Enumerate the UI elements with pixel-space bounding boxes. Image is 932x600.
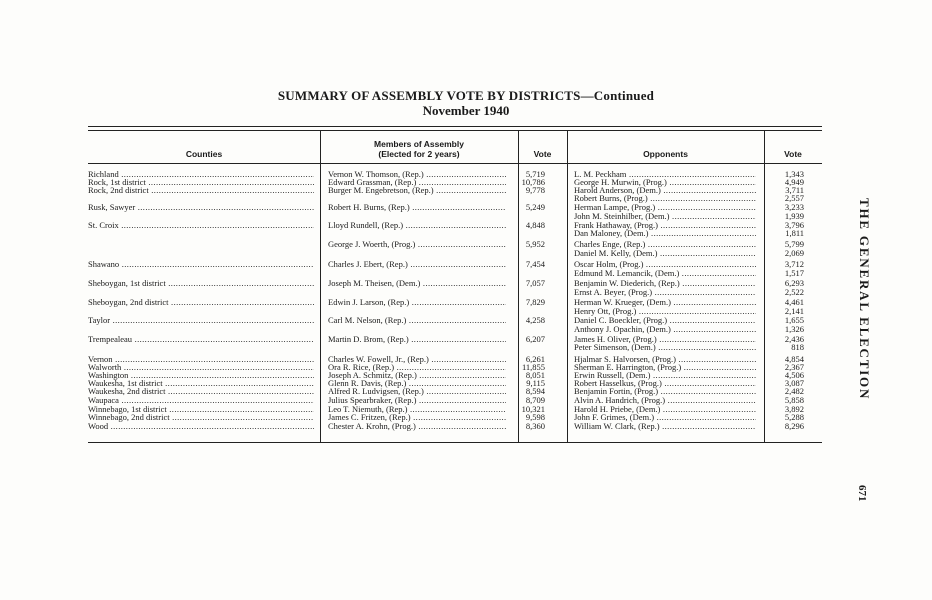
table-row [0,325,932,334]
opponent-vote-cell: 818 [791,343,804,352]
county-cell: Trempealeau ..... [88,335,314,344]
vote-cell: 7,057 [525,279,545,288]
opponent-vote-cell: 3,233 [784,203,804,212]
table-row [0,298,932,307]
county-cell: Waupaca ..... [88,396,314,405]
opponent-vote-cell: 5,858 [784,396,804,405]
vote-cell: 8,051 [525,371,545,380]
vote-cell: 8,594 [525,387,545,396]
vote-cell [508,325,545,334]
table-row [0,260,932,269]
vote-cell: 5,249 [525,203,545,212]
opponent-cell: Henry Ott, (Prog.) ..... [574,307,756,316]
opponent-vote-cell: 2,367 [784,363,804,372]
member-cell: Edward Grassman, (Rep.) ..... [328,178,506,187]
opponent-cell: Robert Hasselkus, (Prog.) ..... [574,379,756,388]
table-row [0,212,932,221]
opponent-vote-cell: 1,811 [785,229,804,238]
opponent-cell: Harold Anderson, (Dem.) ..... [574,186,756,195]
table-row [0,396,932,405]
table-row [0,203,932,212]
member-cell: Burger M. Engebretson, (Rep.) ..... [328,186,506,195]
county-cell [88,212,314,221]
opponent-cell: Daniel M. Kelly, (Dem.) ..... [574,249,756,258]
table-row [0,387,932,396]
member-cell [328,194,506,203]
member-cell: Joseph A. Schmitz, (Rep.) ..... [328,371,506,380]
table-row [0,269,932,278]
running-head: THE GENERAL ELECTION [857,198,872,401]
opponent-vote-cell: 4,461 [784,298,804,307]
header-counties: Counties [185,149,223,159]
opponent-cell: Daniel C. Boeckler, (Prog.) ..... [574,316,756,325]
vote-cell: 11,855 [521,363,545,372]
opponent-cell: Alvin A. Handrich, (Prog.) ..... [574,396,756,405]
table-row [0,288,932,297]
county-cell [88,325,314,334]
table-row [0,229,932,238]
vote-cell [508,307,545,316]
member-cell: Robert H. Burns, (Rep.) ..... [328,203,506,212]
county-cell: Waukesha, 2nd district ..... [88,387,314,396]
table-row [0,194,932,203]
opponent-cell: Erwin Russell, (Dem.) ..... [574,371,756,380]
table-row [0,307,932,316]
page-number: 671 [856,485,868,502]
opponent-vote-cell: 2,141 [784,307,804,316]
opponent-cell: John F. Grimes, (Dem.) ..... [574,413,756,422]
county-cell [88,229,314,238]
table-top-rule-inner [88,130,822,131]
county-cell: Vernon ..... [88,355,314,364]
vote-cell: 9,598 [525,413,545,422]
member-cell [328,307,506,316]
header-opponents: Opponents [643,149,688,159]
county-cell: Rock, 2nd district ..... [88,186,314,195]
county-cell: Winnebago, 1st district ..... [88,405,314,414]
opponent-cell: Frank Hathaway, (Prog.) ..... [574,221,756,230]
member-cell [328,212,506,221]
member-cell [328,269,506,278]
member-cell: Glenn R. Davis, (Rep.) ..... [328,379,506,388]
vote-cell [508,249,545,258]
county-cell: Richland ..... [88,170,314,179]
vote-cell: 4,258 [525,316,545,325]
opponent-vote-cell: 1,939 [784,212,804,221]
county-cell [88,288,314,297]
county-cell [88,343,314,352]
vote-cell: 8,360 [525,422,545,431]
table-row [0,422,932,431]
county-cell: Wood ..... [88,422,314,431]
opponent-vote-cell: 4,506 [784,371,804,380]
member-cell: Martin D. Brom, (Rep.) ..... [328,335,506,344]
table-row [0,279,932,288]
opponent-vote-cell: 6,293 [784,279,804,288]
member-cell: Ora R. Rice, (Rep.) ..... [328,363,506,372]
opponent-vote-cell: 3,087 [784,379,804,388]
member-cell: Charles J. Ebert, (Rep.) ..... [328,260,506,269]
county-cell [88,269,314,278]
header-opponent-vote: Vote [784,149,802,159]
opponent-vote-cell: 3,712 [784,260,804,269]
table-row [0,240,932,249]
opponent-vote-cell: 1,343 [784,170,804,179]
member-cell: George J. Woerth, (Prog.) ..... [328,240,506,249]
county-cell: Taylor ..... [88,316,314,325]
member-cell: Joseph M. Theisen, (Dem.) ..... [328,279,506,288]
opponent-vote-cell: 1,655 [784,316,804,325]
vote-cell [508,343,545,352]
member-cell: James C. Fritzen, (Rep.) ..... [328,413,506,422]
vote-cell: 8,709 [525,396,545,405]
opponent-cell: Harold H. Priebe, (Dem.) ..... [574,405,756,414]
opponent-cell: Sherman E. Harrington, (Prog.) ..... [574,363,756,372]
member-cell: Carl M. Nelson, (Rep.) ..... [328,316,506,325]
opponent-cell: Peter Simenson, (Dem.) ..... [574,343,756,352]
table-top-rule [88,126,822,127]
vote-cell: 7,454 [525,260,545,269]
opponent-vote-cell: 8,296 [784,422,804,431]
county-cell [88,194,314,203]
opponent-cell: John M. Steinhilber, (Dem.) ..... [574,212,756,221]
member-cell [328,343,506,352]
county-cell: Winnebago, 2nd district ..... [88,413,314,422]
opponent-cell: Benjamin Fortin, (Prog.) ..... [574,387,756,396]
vote-cell: 9,115 [526,379,545,388]
opponent-vote-cell: 5,288 [784,413,804,422]
member-cell [328,229,506,238]
header-members-line1: Members of Assembly [374,139,464,149]
table-row [0,316,932,325]
opponent-vote-cell: 2,557 [784,194,804,203]
opponent-vote-cell: 2,522 [784,288,804,297]
member-cell: Leo T. Niemuth, (Rep.) ..... [328,405,506,414]
vote-cell [508,194,545,203]
vote-cell: 5,952 [525,240,545,249]
opponent-vote-cell: 4,949 [784,178,804,187]
county-cell [88,307,314,316]
table-row [0,413,932,422]
county-cell: Rock, 1st district ..... [88,178,314,187]
vote-cell [508,288,545,297]
county-cell: Shawano ..... [88,260,314,269]
page-subtitle: November 1940 [422,103,510,118]
opponent-vote-cell: 2,482 [784,387,804,396]
county-cell: Sheboygan, 1st district ..... [88,279,314,288]
table-header-rule [88,163,822,164]
opponent-cell: Anthony J. Opachin, (Dem.) ..... [574,325,756,334]
opponent-cell: Benjamin W. Diederich, (Rep.) ..... [574,279,756,288]
member-cell: Julius Spearbraker, (Rep.) ..... [328,396,506,405]
vote-cell: 10,321 [521,405,545,414]
header-vote: Vote [533,149,552,159]
page-title: SUMMARY OF ASSEMBLY VOTE BY DISTRICTS—Continued [277,88,655,103]
opponent-cell: L. M. Peckham ..... [574,170,756,179]
vote-cell [508,269,545,278]
opponent-vote-cell: 2,436 [784,335,804,344]
vote-cell: 4,848 [525,221,545,230]
opponent-cell: Hjalmar S. Halvorsen, (Prog.) ..... [574,355,756,364]
opponent-cell: James H. Oliver, (Prog.) ..... [574,335,756,344]
county-cell: St. Croix ..... [88,221,314,230]
opponent-cell: Herman Lampe, (Prog.) ..... [574,203,756,212]
member-cell: Chester A. Krohn, (Prog.) ..... [328,422,506,431]
header-members-line2: (Elected for 2 years) [378,149,460,159]
member-cell: Alfred R. Ludvigsen, (Rep.) ..... [328,387,506,396]
county-cell: Waukesha, 1st district ..... [88,379,314,388]
vote-cell [508,212,545,221]
vote-cell: 5,719 [525,170,545,179]
opponent-cell: Robert Burns, (Prog.) ..... [574,194,756,203]
table-row [0,343,932,352]
opponent-vote-cell: 3,796 [784,221,804,230]
opponent-cell: Charles Enge, (Rep.) ..... [574,240,756,249]
vote-cell: 10,786 [521,178,545,187]
member-cell [328,288,506,297]
member-cell: Lloyd Rundell, (Rep.) ..... [328,221,506,230]
header-members [320,139,518,159]
member-cell [328,325,506,334]
county-cell: Walworth ..... [88,363,314,372]
opponent-cell: Edmund M. Lemancik, (Dem.) ..... [574,269,756,278]
county-cell: Sheboygan, 2nd district ..... [88,298,314,307]
opponent-cell: Herman W. Krueger, (Dem.) ..... [574,298,756,307]
vote-cell [508,229,545,238]
opponent-vote-cell: 1,517 [784,269,804,278]
opponent-vote-cell: 4,854 [784,355,804,364]
opponent-cell: Dan Maloney, (Dem.) ..... [574,229,756,238]
table-bottom-rule [88,442,822,443]
opponent-vote-cell: 3,711 [785,186,804,195]
table-row [0,249,932,258]
county-cell: Washington ..... [88,371,314,380]
county-cell [88,240,314,249]
county-cell: Rusk, Sawyer ..... [88,203,314,212]
member-cell: Charles W. Fowell, Jr., (Rep.) ..... [328,355,506,364]
opponent-cell: Ernst A. Beyer, (Prog.) ..... [574,288,756,297]
opponent-cell: George H. Murwin, (Prog.) ..... [574,178,756,187]
vote-cell: 9,778 [525,186,545,195]
member-cell: Edwin J. Larson, (Rep.) ..... [328,298,506,307]
opponent-vote-cell: 5,799 [784,240,804,249]
vote-cell: 7,829 [525,298,545,307]
opponent-cell: Oscar Holm, (Prog.) ..... [574,260,756,269]
vote-cell: 6,207 [525,335,545,344]
member-cell [328,249,506,258]
opponent-vote-cell: 2,069 [784,249,804,258]
vote-cell: 6,261 [525,355,545,364]
opponent-vote-cell: 1,326 [784,325,804,334]
member-cell: Vernon W. Thomson, (Rep.) ..... [328,170,506,179]
opponent-vote-cell: 3,892 [784,405,804,414]
county-cell [88,249,314,258]
opponent-cell: William W. Clark, (Rep.) ..... [574,422,756,431]
